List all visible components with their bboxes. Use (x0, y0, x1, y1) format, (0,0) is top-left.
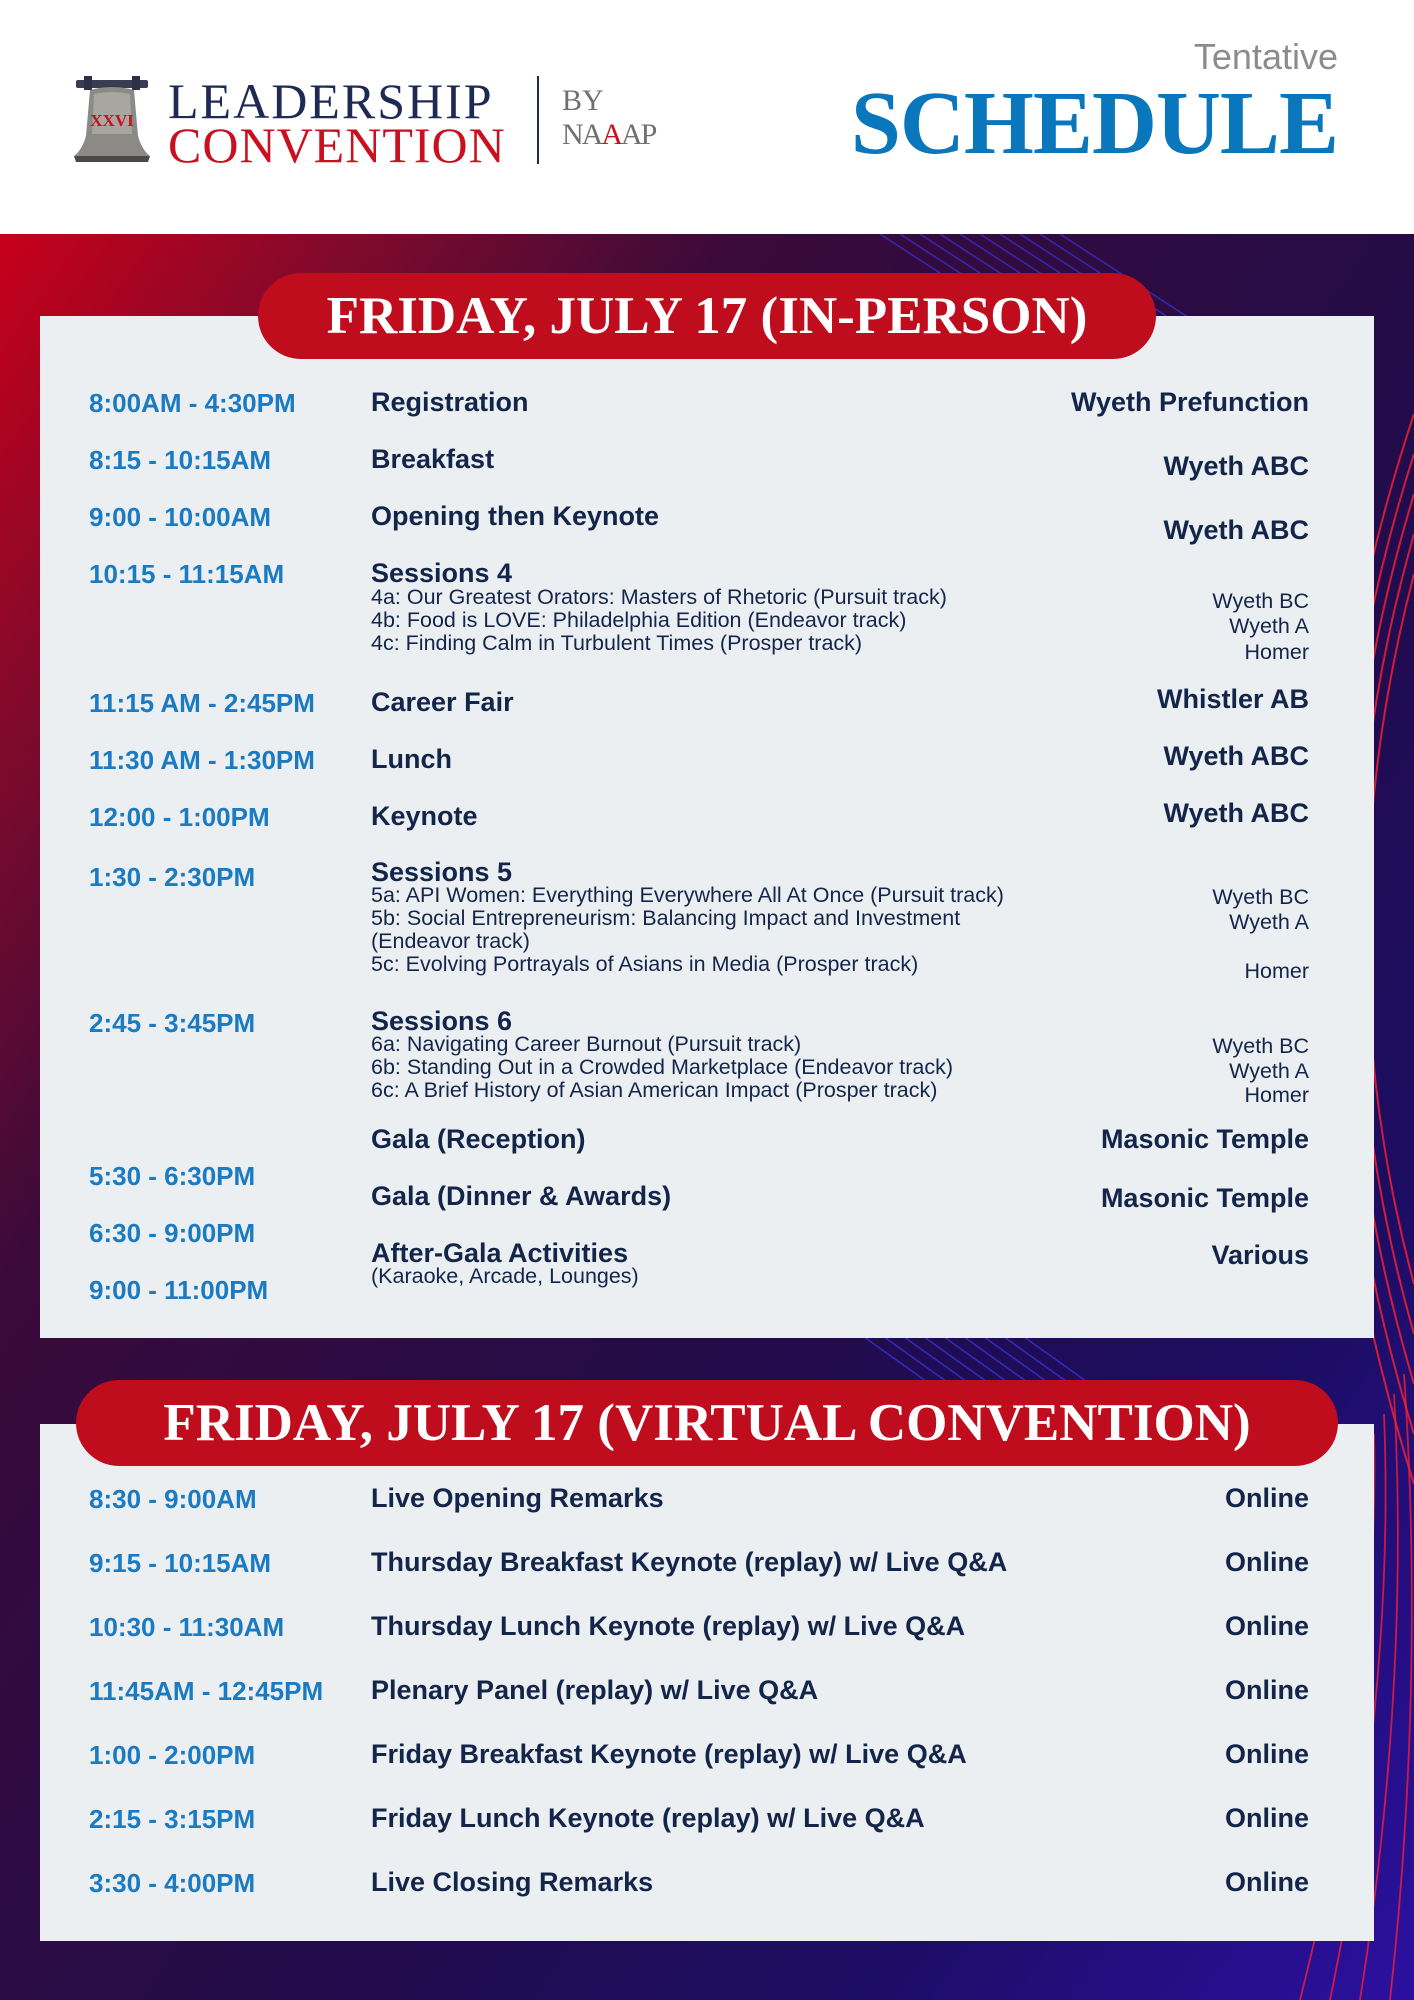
time-label: 11:30 AM - 1:30PM (89, 745, 315, 775)
time-label: 12:00 - 1:00PM (89, 802, 270, 832)
event-label: Opening then Keynote (371, 501, 660, 531)
logo-convention: CONVENTION (168, 117, 506, 173)
session-location: Wyeth A (1229, 910, 1309, 934)
session-item: 5a: API Women: Everything Everywhere All At Once (Pursuit track) (371, 883, 1004, 907)
session-location: Wyeth A (1229, 1059, 1309, 1083)
time-label: 3:30 - 4:00PM (89, 1868, 256, 1898)
time-label: 8:30 - 9:00AM (89, 1484, 257, 1514)
page-title: SCHEDULE (850, 74, 1338, 173)
location-label: Wyeth ABC (1163, 451, 1309, 481)
logo-divider (537, 76, 539, 164)
location-label: Various (1211, 1240, 1309, 1270)
liberty-bell-icon (72, 76, 152, 164)
event-label: After-Gala Activities (371, 1238, 629, 1268)
location-label: Wyeth ABC (1163, 798, 1309, 828)
session-location: Wyeth BC (1212, 885, 1309, 909)
time-label: 9:00 - 10:00AM (89, 502, 272, 532)
event-label: Lunch (371, 744, 452, 774)
session-item: 5b: Social Entrepreneurism: Balancing Impact and Investment (371, 906, 961, 930)
time-label: 11:15 AM - 2:45PM (89, 688, 315, 718)
session-item: 6b: Standing Out in a Crowded Marketplace (Endeavor track) (371, 1055, 953, 1079)
time-label: 8:00AM - 4:30PM (89, 388, 296, 418)
time-label: 6:30 - 9:00PM (89, 1218, 256, 1248)
event-label: Sessions 6 (371, 1006, 513, 1036)
session-location: Homer (1244, 640, 1309, 664)
location-label: Online (1224, 1675, 1309, 1705)
time-label: 1:30 - 2:30PM (89, 862, 256, 892)
event-label: Plenary Panel (replay) w/ Live Q&A (371, 1675, 819, 1705)
session-item: (Endeavor track) (371, 929, 530, 953)
time-label: 8:15 - 10:15AM (89, 445, 272, 475)
logo-leadership: LEADERSHIP (168, 73, 494, 129)
location-label: Online (1224, 1867, 1309, 1897)
session-item: 4a: Our Greatest Orators: Masters of Rhetoric (Pursuit track) (371, 585, 947, 609)
session-location: Wyeth A (1229, 614, 1309, 638)
time-label: 10:30 - 11:30AM (89, 1612, 285, 1642)
page-header (0, 0, 1414, 234)
location-label: Online (1224, 1611, 1309, 1641)
time-label: 9:00 - 11:00PM (89, 1275, 269, 1305)
session-location: Wyeth BC (1212, 589, 1309, 613)
time-label: 9:15 - 10:15AM (89, 1548, 272, 1578)
in-person-heading: FRIDAY, JULY 17 (IN-PERSON) (258, 273, 1156, 359)
location-label: Whistler AB (1156, 684, 1309, 714)
session-item: 4b: Food is LOVE: Philadelphia Edition (Endeavor track) (371, 608, 907, 632)
location-label: Wyeth ABC (1163, 515, 1309, 545)
session-item: 6a: Navigating Career Burnout (Pursuit track) (371, 1032, 802, 1056)
time-label: 2:45 - 3:45PM (89, 1008, 256, 1038)
event-note: (Karaoke, Arcade, Lounges) (371, 1264, 639, 1288)
session-location: Homer (1244, 1083, 1309, 1107)
virtual-heading: FRIDAY, JULY 17 (VIRTUAL CONVENTION) (76, 1380, 1338, 1466)
location-label: Masonic Temple (1100, 1124, 1309, 1154)
event-label: Friday Breakfast Keynote (replay) w/ Live Q&A (371, 1739, 967, 1769)
location-label: Online (1224, 1547, 1309, 1577)
time-label: 10:15 - 11:15AM (89, 559, 285, 589)
session-location: Homer (1244, 959, 1309, 983)
event-label: Sessions 4 (371, 558, 513, 588)
logo-by: BY (562, 84, 604, 117)
location-label: Online (1224, 1483, 1309, 1513)
event-label: Live Closing Remarks (371, 1867, 654, 1897)
session-item: 5c: Evolving Portrayals of Asians in Media (Prosper track) (371, 952, 919, 976)
event-label: Live Opening Remarks (371, 1483, 664, 1513)
event-label: Registration (371, 387, 529, 417)
event-label: Keynote (371, 801, 478, 831)
session-item: 4c: Finding Calm in Turbulent Times (Prosper track) (371, 631, 863, 655)
location-label: Online (1224, 1803, 1309, 1833)
time-label: 5:30 - 6:30PM (89, 1161, 256, 1191)
location-label: Masonic Temple (1100, 1183, 1309, 1213)
location-label: Wyeth Prefunction (1070, 387, 1309, 417)
convention-logo (72, 70, 662, 173)
time-label: 11:45AM - 12:45PM (89, 1676, 324, 1706)
event-label: Sessions 5 (371, 857, 513, 887)
location-label: Wyeth ABC (1163, 741, 1309, 771)
event-label: Gala (Reception) (371, 1124, 586, 1154)
time-label: 1:00 - 2:00PM (89, 1740, 256, 1770)
time-label: 2:15 - 3:15PM (89, 1804, 256, 1834)
event-label: Thursday Breakfast Keynote (replay) w/ Live Q&A (371, 1547, 1008, 1577)
event-label: Career Fair (371, 687, 514, 717)
event-label: Friday Lunch Keynote (replay) w/ Live Q&A (371, 1803, 925, 1833)
session-location: Wyeth BC (1212, 1034, 1309, 1058)
event-label: Thursday Lunch Keynote (replay) w/ Live Q&A (371, 1611, 966, 1641)
logo-naaap: NAAAP (562, 118, 656, 151)
event-label: Breakfast (371, 444, 495, 474)
session-item: 6c: A Brief History of Asian American Impact (Prosper track) (371, 1078, 938, 1102)
tentative-label: Tentative (1193, 36, 1338, 77)
svg-text:XXVI: XXVI (90, 111, 134, 130)
location-label: Online (1224, 1739, 1309, 1769)
event-label: Gala (Dinner & Awards) (371, 1181, 672, 1211)
